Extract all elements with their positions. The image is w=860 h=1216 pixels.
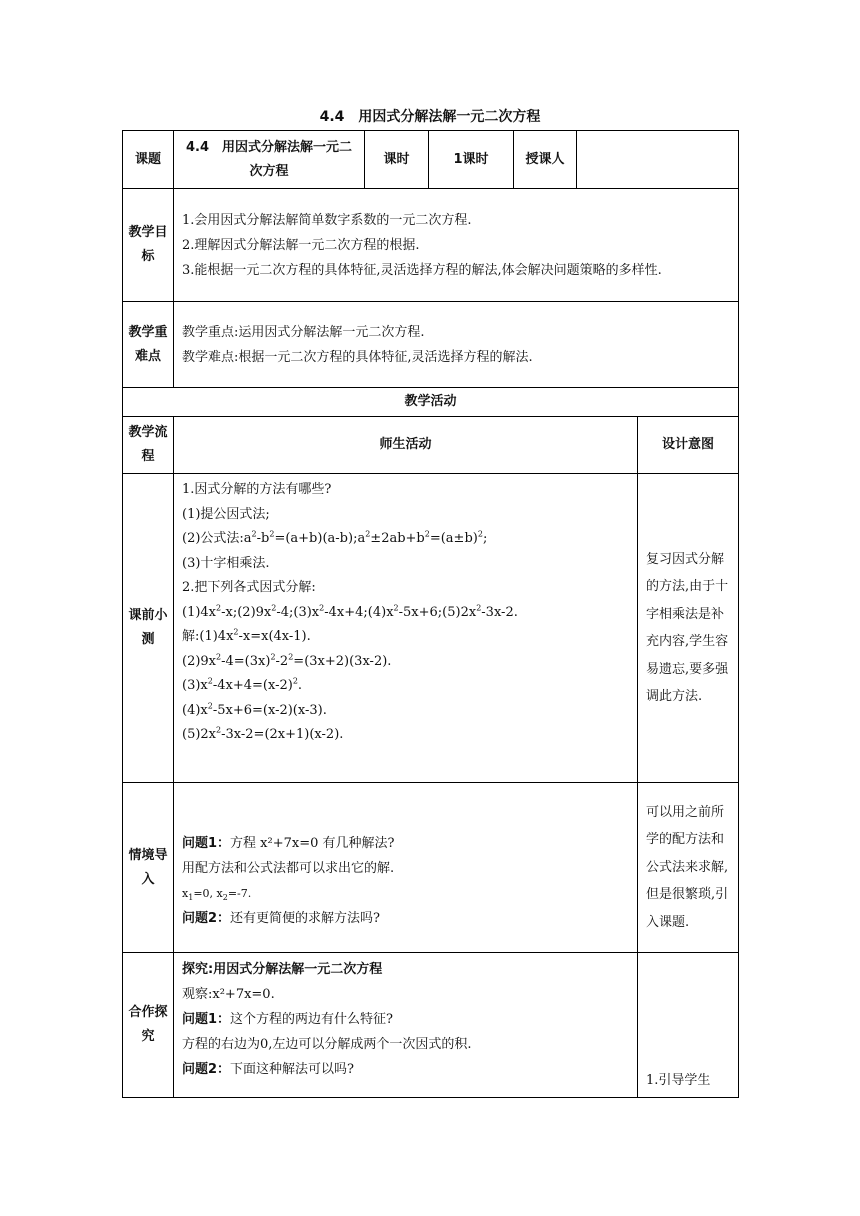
- pretest-method-1: (1)提公因式法;: [182, 506, 270, 522]
- keypoints-row: [123, 302, 739, 388]
- scenario-intent: 可以用之前所学的配方法和公式法来求解,但是很繁琐,引入课题.: [638, 783, 739, 953]
- scenario-content: [174, 783, 638, 953]
- goals-row: [123, 189, 739, 302]
- explore-label: 合作探究: [123, 953, 174, 1098]
- pretest-q1: 1.因式分解的方法有哪些?: [182, 482, 332, 497]
- pretest-exercises: $(1)4x^2-x;(2)9x^2-4;(3)x^2-4x+4;(4)x^2-5x+6;(5)2x^2-3x-2$.: [182, 603, 518, 620]
- explore-q2-label: 问题2：: [182, 1062, 231, 1077]
- pretest-intent: 复习因式分解的方法,由于十字相乘法是补充内容,学生容易遗忘,要多强调此方法.: [638, 474, 739, 783]
- topic-row: [123, 131, 739, 189]
- focus-text: 教学重点:运用因式分解法解一元二次方程.: [182, 324, 425, 340]
- pretest-solution-4: $(4)x^2-5x+6=(x-2)(x-3)$.: [182, 701, 327, 718]
- problem-2-label: 问题2：: [182, 910, 231, 926]
- process-header: 教学流程: [123, 417, 174, 474]
- column-header-row: [123, 417, 739, 474]
- goal-item: 1.会用因式分解法解简单数字系数的一元二次方程.: [182, 212, 472, 228]
- activities-title: 教学活动: [123, 388, 739, 417]
- scenario-problem-2: [182, 906, 629, 931]
- explore-question-2: [182, 1057, 629, 1082]
- pretest-solution-3: $(3)x^2-4x+4=(x-2)^2$.: [182, 676, 303, 693]
- explore-heading: 探究:用因式分解法解一元二次方程: [182, 962, 383, 977]
- hours-label: 课时: [365, 131, 429, 189]
- pretest-method-3: (3)十字相乘法.: [182, 555, 270, 571]
- pretest-method-2: (2)公式法$:a^2-b^2=(a+b)(a-b);a^2\pm 2ab+b^2=(a\pm b)^2$;: [182, 529, 488, 546]
- topic-label: 课题: [123, 131, 174, 189]
- pretest-solution-5: $(5)2x^2-3x-2=(2x+1)(x-2)$.: [182, 725, 344, 742]
- difficulty-text: 教学难点:根据一元二次方程的具体特征,灵活选择方程的解法.: [182, 349, 533, 365]
- document-title: 4.4 用因式分解法解一元二次方程: [319, 109, 541, 125]
- explore-observe: 观察:x²+7x=0.: [182, 987, 275, 1002]
- goals-content: [174, 189, 739, 302]
- explore-intent: 1.引导学生: [638, 953, 739, 1098]
- problem-1-label: 问题1：: [182, 835, 231, 851]
- pretest-solution-2: $(2)9x^2-4=(3x)^2-2^2=(3x+2)(3x-2)$.: [182, 652, 392, 669]
- hours-value: 1课时: [429, 131, 514, 189]
- explore-row: [123, 953, 739, 1098]
- pretest-label: 课前小测: [123, 474, 174, 783]
- topic-value: 4.4 用因式分解法解一元二次方程: [174, 131, 365, 189]
- activities-title-row: [123, 388, 739, 417]
- goal-item: 3.能根据一元二次方程的具体特征,灵活选择方程的解法,体会解决问题策略的多样性.: [182, 262, 662, 278]
- scenario-roots: $x_1=0$, $x_2=-7$.: [182, 886, 252, 902]
- lesson-plan-table: [122, 130, 739, 1098]
- problem-1-text: 方程 x²+7x=0 有几种解法?: [230, 835, 395, 851]
- explore-answer: 方程的右边为0,左边可以分解成两个一次因式的积.: [182, 1037, 472, 1052]
- pretest-content: [174, 474, 638, 783]
- scenario-answer: 用配方法和公式法都可以求出它的解.: [182, 860, 395, 876]
- pretest-solution-1: 解$:(1)4x^2-x=x(4x-1)$.: [182, 627, 311, 644]
- activity-header: 师生活动: [174, 417, 638, 474]
- pretest-row: [123, 474, 739, 783]
- pretest-q2: 2.把下列各式因式分解:: [182, 580, 316, 595]
- explore-q2-text: 下面这种解法可以吗?: [230, 1062, 355, 1077]
- explore-content: [174, 953, 638, 1098]
- keypoints-content: [174, 302, 739, 388]
- scenario-row: [123, 783, 739, 953]
- problem-2-text: 还有更简便的求解方法吗?: [230, 910, 381, 926]
- explore-q1-text: 这个方程的两边有什么特征?: [230, 1012, 394, 1027]
- keypoints-label: 教学重难点: [123, 302, 174, 388]
- goals-label: 教学目标: [123, 189, 174, 302]
- scenario-label: 情境导入: [123, 783, 174, 953]
- teacher-label: 授课人: [514, 131, 577, 189]
- explore-q1-label: 问题1：: [182, 1012, 231, 1027]
- scenario-problem-1: [182, 831, 629, 856]
- teacher-value: [577, 131, 739, 189]
- goal-item: 2.理解因式分解法解一元二次方程的根据.: [182, 237, 420, 253]
- explore-question-1: [182, 1007, 629, 1032]
- intent-header: 设计意图: [638, 417, 739, 474]
